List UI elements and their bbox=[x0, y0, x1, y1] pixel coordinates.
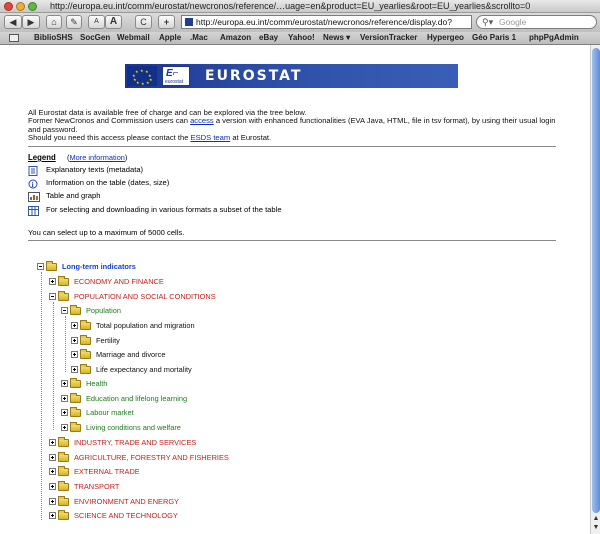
folder-icon bbox=[58, 439, 69, 447]
intro-line-2: Former NewCronos and Commission users can access a version with enhanced functionalities (EVA Java, HTML, file in tsv format), by using their usual login and password. bbox=[28, 116, 556, 134]
tree-label[interactable]: SCIENCE AND TECHNOLOGY bbox=[74, 511, 178, 520]
bookmark-versiontracker[interactable]: VersionTracker bbox=[360, 33, 418, 42]
bookmark-amazon[interactable]: Amazon bbox=[220, 33, 252, 42]
expand-icon[interactable] bbox=[49, 483, 56, 490]
edit-button[interactable] bbox=[66, 15, 82, 29]
add-bookmark-button[interactable] bbox=[158, 15, 175, 29]
bookmark-webmail[interactable]: Webmail bbox=[117, 33, 150, 42]
scroll-down-arrow-icon[interactable]: ▼ bbox=[592, 524, 600, 531]
folder-icon bbox=[80, 337, 91, 345]
tree-label[interactable]: Labour market bbox=[86, 408, 134, 417]
bookmark-geo-paris[interactable]: Géo Paris 1 bbox=[472, 33, 517, 42]
search-placeholder: Google bbox=[499, 17, 527, 27]
home-button[interactable] bbox=[46, 15, 62, 29]
tree-label[interactable]: Population bbox=[86, 306, 121, 315]
legend-more-info: (More information) bbox=[67, 153, 128, 162]
tree-label[interactable]: INDUSTRY, TRADE AND SERVICES bbox=[74, 438, 197, 447]
intro-line-1: All Eurostat data is available free of charge and can be explored via the tree below. bbox=[28, 108, 307, 117]
banner-title: EUROSTAT bbox=[205, 68, 303, 84]
vertical-scrollbar[interactable] bbox=[590, 45, 600, 534]
expand-icon[interactable] bbox=[71, 351, 78, 358]
text-bigger-icon: A bbox=[109, 16, 118, 27]
tree-label[interactable]: EXTERNAL TRADE bbox=[74, 467, 140, 476]
tree-connector-line bbox=[41, 272, 42, 520]
expand-icon[interactable] bbox=[61, 409, 68, 416]
text-bigger-button[interactable] bbox=[105, 15, 122, 29]
folder-icon bbox=[58, 278, 69, 286]
bookmarks-book-icon[interactable] bbox=[9, 34, 19, 42]
eurostat-logo-icon: E⌐ eurostat bbox=[162, 66, 190, 86]
address-field[interactable] bbox=[181, 15, 472, 29]
search-icon: ⚲▾ bbox=[482, 17, 494, 27]
tree-label[interactable]: TRANSPORT bbox=[74, 482, 120, 491]
forward-button[interactable] bbox=[22, 15, 40, 29]
browser-toolbar bbox=[0, 13, 600, 32]
legend-title: Legend bbox=[28, 153, 56, 162]
minimize-window-button[interactable] bbox=[16, 2, 25, 11]
tree-label[interactable]: ENVIRONMENT AND ENERGY bbox=[74, 497, 179, 506]
folder-icon bbox=[70, 424, 81, 432]
expand-icon[interactable] bbox=[49, 439, 56, 446]
folder-open-icon bbox=[46, 263, 57, 271]
scrollbar-thumb[interactable] bbox=[592, 48, 600, 513]
folder-open-icon bbox=[70, 307, 81, 315]
expand-icon[interactable] bbox=[49, 498, 56, 505]
tree-label[interactable]: Education and lifelong learning bbox=[86, 394, 188, 403]
back-button[interactable] bbox=[4, 15, 22, 29]
close-window-button[interactable] bbox=[4, 2, 13, 11]
folder-icon bbox=[70, 380, 81, 388]
more-information-link[interactable]: More information bbox=[69, 153, 125, 162]
zoom-window-button[interactable] bbox=[28, 2, 37, 11]
text-smaller-button[interactable] bbox=[88, 15, 105, 29]
folder-icon bbox=[70, 395, 81, 403]
folder-icon bbox=[58, 498, 69, 506]
bookmark-bibliosHS[interactable]: BiblioSHS bbox=[34, 33, 73, 42]
scroll-up-arrow-icon[interactable]: ▲ bbox=[592, 515, 600, 522]
logo-subtitle: eurostat bbox=[165, 79, 184, 85]
reload-icon: C bbox=[140, 17, 147, 27]
folder-icon bbox=[58, 483, 69, 491]
tree-label[interactable]: Health bbox=[86, 379, 108, 388]
collapse-icon[interactable] bbox=[37, 263, 44, 270]
divider bbox=[28, 240, 556, 241]
intro-line-3: Should you need this access please contact the ESDS team at Eurostat. bbox=[28, 133, 272, 143]
folder-icon bbox=[58, 468, 69, 476]
intro-text bbox=[28, 109, 568, 143]
max-cells-note: You can select up to a maximum of 5000 cells. bbox=[28, 228, 185, 237]
collapse-icon[interactable] bbox=[49, 293, 56, 300]
folder-icon bbox=[70, 409, 81, 417]
bookmark-apple[interactable]: Apple bbox=[159, 33, 182, 42]
collapse-icon[interactable] bbox=[61, 307, 68, 314]
eurostat-banner bbox=[125, 64, 458, 88]
tree-label[interactable]: Fertility bbox=[96, 336, 120, 345]
bookmark-ebay[interactable]: eBay bbox=[259, 33, 279, 42]
search-input[interactable] bbox=[476, 15, 597, 29]
expand-icon[interactable] bbox=[49, 278, 56, 285]
plus-icon: + bbox=[163, 17, 170, 27]
address-text: http://europa.eu.int/comm/eurostat/newcronos/reference/display.do? bbox=[196, 17, 452, 27]
expand-icon[interactable] bbox=[49, 454, 56, 461]
folder-icon bbox=[58, 454, 69, 462]
bookmark-hypergeo[interactable]: Hypergeo bbox=[427, 33, 464, 42]
tree-label[interactable]: Total population and migration bbox=[96, 321, 195, 330]
tree-label[interactable]: Long-term indicators bbox=[62, 262, 136, 271]
eu-flag-icon: ★ ★ ★ ★ ★ ★ ★ ★ ★ ★ bbox=[127, 66, 157, 86]
bookmark-socgen[interactable]: SocGen bbox=[80, 33, 111, 42]
reload-button[interactable] bbox=[135, 15, 152, 29]
bookmark-news-menu[interactable]: News ▾ bbox=[323, 33, 351, 42]
pencil-icon: ✎ bbox=[70, 17, 78, 27]
document-icon bbox=[28, 166, 39, 176]
access-link[interactable]: access bbox=[190, 116, 214, 126]
expand-icon[interactable] bbox=[71, 337, 78, 344]
bookmark-mac[interactable]: .Mac bbox=[190, 33, 208, 42]
bookmarks-bar bbox=[0, 32, 600, 45]
window-title: http://europa.eu.int/comm/eurostat/newcronos/reference/…uage=en&product=EU_yearlies&root=EU_yearlies&scrollto=0 bbox=[50, 1, 531, 11]
info-icon bbox=[28, 179, 39, 189]
expand-icon[interactable] bbox=[49, 468, 56, 475]
download-icon bbox=[28, 206, 39, 216]
folder-icon bbox=[58, 512, 69, 520]
tree-label[interactable]: AGRICULTURE, FORESTRY AND FISHERIES bbox=[74, 453, 229, 462]
bookmark-yahoo[interactable]: Yahoo! bbox=[288, 33, 315, 42]
tree-connector-line bbox=[65, 316, 66, 372]
expand-icon[interactable] bbox=[61, 395, 68, 402]
expand-icon[interactable] bbox=[49, 512, 56, 519]
back-arrow-icon: ◀ bbox=[9, 17, 17, 27]
tree-label[interactable]: ECONOMY AND FINANCE bbox=[74, 277, 164, 286]
table-graph-icon bbox=[28, 192, 39, 202]
esds-team-link[interactable]: ESDS team bbox=[190, 133, 231, 143]
home-icon: ⌂ bbox=[51, 17, 57, 27]
tree-label[interactable]: Life expectancy and mortality bbox=[96, 365, 192, 374]
window-title-bar bbox=[0, 0, 600, 13]
folder-icon bbox=[80, 322, 91, 330]
tree-connector-line bbox=[53, 302, 54, 430]
tree-label[interactable]: POPULATION AND SOCIAL CONDITIONS bbox=[74, 292, 216, 301]
folder-icon bbox=[80, 366, 91, 374]
folder-open-icon bbox=[58, 293, 69, 301]
tree-label[interactable]: Living conditions and welfare bbox=[86, 423, 181, 432]
text-smaller-icon: A bbox=[94, 18, 99, 25]
tree-label[interactable]: Marriage and divorce bbox=[96, 350, 166, 359]
divider bbox=[28, 146, 556, 147]
forward-arrow-icon: ▶ bbox=[27, 17, 35, 27]
expand-icon[interactable] bbox=[61, 380, 68, 387]
site-favicon-icon bbox=[185, 18, 193, 26]
folder-icon bbox=[80, 351, 91, 359]
bookmark-phppgadmin[interactable]: phpPgAdmin bbox=[529, 33, 579, 42]
expand-icon[interactable] bbox=[71, 366, 78, 373]
svg-text:i: i bbox=[31, 180, 34, 189]
expand-icon[interactable] bbox=[61, 424, 68, 431]
expand-icon[interactable] bbox=[71, 322, 78, 329]
